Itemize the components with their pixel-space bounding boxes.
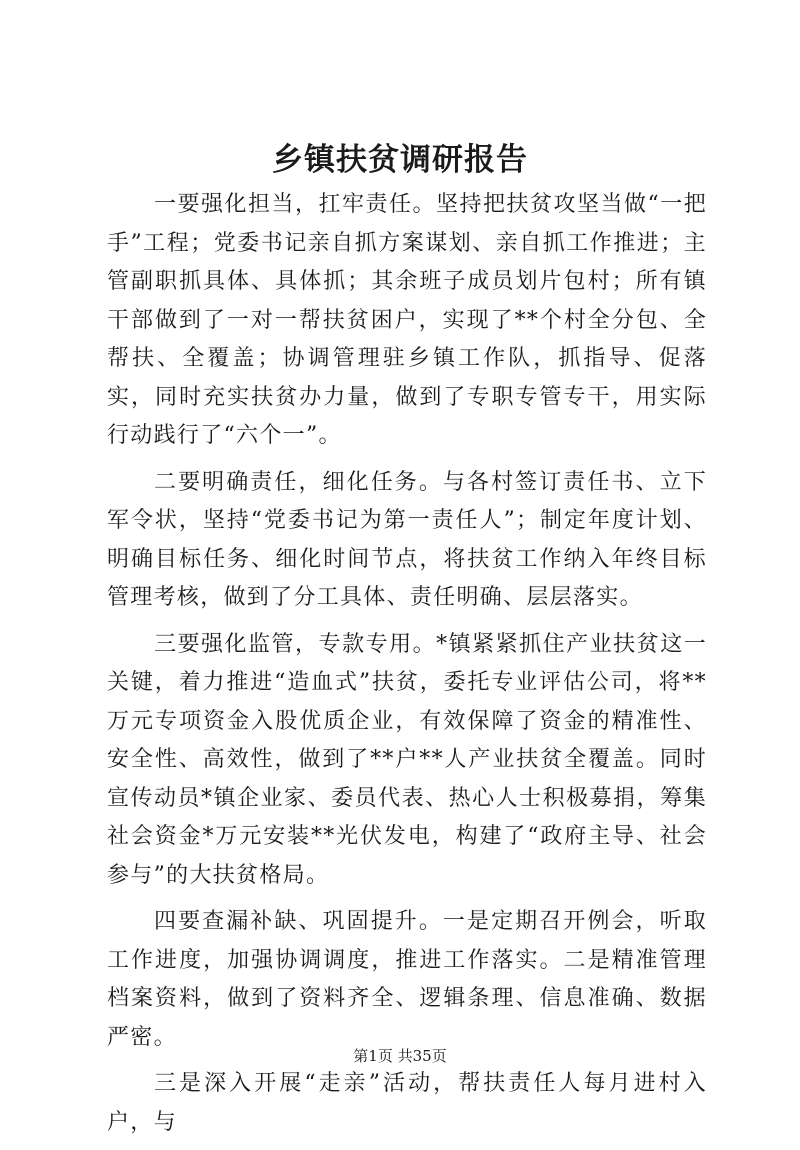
paragraph-1: 一要强化担当，扛牢责任。坚持把扶贫攻坚当做“一把手”工程；党委书记亲自抓方案谋划、亲自抓工作推进；主管副职抓具体、具体抓；其余班子成员划片包村；所有镇干部做到了一对一帮扶贫困户，实现了**个村全分包、全帮扶、全覆盖；协调管理驻乡镇工作队，抓指导、促落实，同时充实扶贫办力量，做到了专职专管专干，用实际行动践行了“六个一”。 xyxy=(107,192,707,448)
paragraph-2: 二要明确责任，细化任务。与各村签订责任书、立下军令状，坚持“党委书记为第一责任人”；制定年度计划、明确目标任务、细化时间节点，将扶贫工作纳入年终目标管理考核，做到了分工具体、责任明确、层层落实。 xyxy=(107,469,707,610)
paragraph-5: 三是深入开展“走亲”活动，帮扶责任人每月进村入户，与 xyxy=(107,1071,707,1135)
document-body xyxy=(107,186,707,1150)
page-footer: 第1页 共35页 xyxy=(353,1047,447,1065)
document-title: 乡镇扶贫调研报告 xyxy=(272,142,528,178)
paragraph-3: 三要强化监管，专款专用。*镇紧紧抓住产业扶贫这一关键，着力推进“造血式”扶贫，委托专业评估公司，将**万元专项资金入股优质企业，有效保障了资金的精准性、安全性、高效性，做到了**户**人产业扶贫全覆盖。同时宣传动员*镇企业家、委员代表、热心人士积极募捐，筹集社会资金*万元安装**光伏发电，构建了“政府主导、社会参与”的大扶贫格局。 xyxy=(107,631,707,888)
paragraph-4: 四要查漏补缺、巩固提升。一是定期召开例会，听取工作进度，加强协调调度，推进工作落实。二是精准管理档案资料，做到了资料齐全、逻辑条理、信息准确、数据严密。 xyxy=(107,909,707,1050)
